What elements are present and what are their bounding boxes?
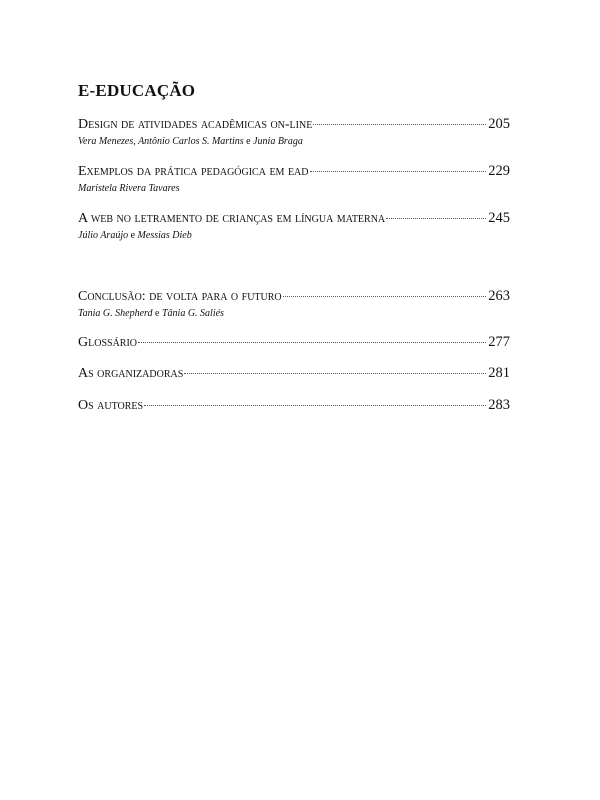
- author-conjunction: e: [246, 136, 251, 147]
- dot-leader: [184, 373, 486, 374]
- author-names: Júlio Araújo: [78, 230, 129, 241]
- toc-page-number: 283: [488, 397, 510, 413]
- toc-entry-title: As organizadoras: [78, 366, 184, 381]
- toc-entry-authors: [78, 182, 510, 195]
- toc-entry-authors: [78, 307, 510, 320]
- toc-page-number: 245: [488, 210, 510, 226]
- toc-entry-line: [78, 115, 510, 134]
- author-names: Vera Menezes, Antônio Carlos S. Martins: [78, 136, 244, 147]
- dot-leader: [144, 405, 486, 406]
- toc-entry-line: [78, 209, 510, 228]
- toc-entry[interactable]: [78, 209, 510, 242]
- toc-entry[interactable]: [78, 364, 510, 383]
- toc-entry[interactable]: [78, 287, 510, 320]
- toc-entry-title: Exemplos da prática pedagógica em ead: [78, 164, 309, 179]
- author-conjunction: e: [155, 308, 160, 319]
- toc-entry-line: [78, 287, 510, 306]
- toc-page-number: 281: [488, 365, 510, 381]
- author-names: Messias Dieb: [137, 230, 192, 241]
- toc-entry-line: [78, 162, 510, 181]
- toc-entry-title: Glossário: [78, 335, 138, 350]
- toc-entry-title: A web no letramento de crianças em língua materna: [78, 211, 386, 226]
- toc-entry[interactable]: [78, 162, 510, 195]
- toc-entry-line: [78, 333, 510, 352]
- toc-entry-title: Design de atividades acadêmicas on-line: [78, 117, 313, 132]
- toc-entry-authors: [78, 135, 510, 148]
- dot-leader: [138, 342, 486, 343]
- toc-entry[interactable]: [78, 115, 510, 148]
- dot-leader: [310, 171, 487, 172]
- toc-entry[interactable]: [78, 396, 510, 415]
- author-names: Tania G. Shepherd: [78, 308, 153, 319]
- author-names: Maristela Rivera Tavares: [78, 183, 180, 194]
- toc-entry[interactable]: [78, 333, 510, 352]
- author-names: Junia Braga: [253, 136, 303, 147]
- dot-leader: [313, 124, 486, 125]
- author-names: Tânia G. Saliés: [162, 308, 224, 319]
- dot-leader: [386, 218, 486, 219]
- toc-page-number: 229: [488, 163, 510, 179]
- toc-page-number: 277: [488, 334, 510, 350]
- toc-entry-line: [78, 396, 510, 415]
- author-conjunction: e: [130, 230, 136, 241]
- toc-page-number: 205: [488, 116, 510, 132]
- toc-entry-authors: [78, 229, 510, 242]
- dot-leader: [283, 296, 487, 297]
- toc-entry-line: [78, 364, 510, 383]
- toc-entry-title: Conclusão: de volta para o futuro: [78, 289, 282, 304]
- toc-entry-title: Os autores: [78, 398, 144, 413]
- toc-page-number: 263: [488, 288, 510, 304]
- section-heading: E-EDUCAÇÃO: [78, 81, 196, 100]
